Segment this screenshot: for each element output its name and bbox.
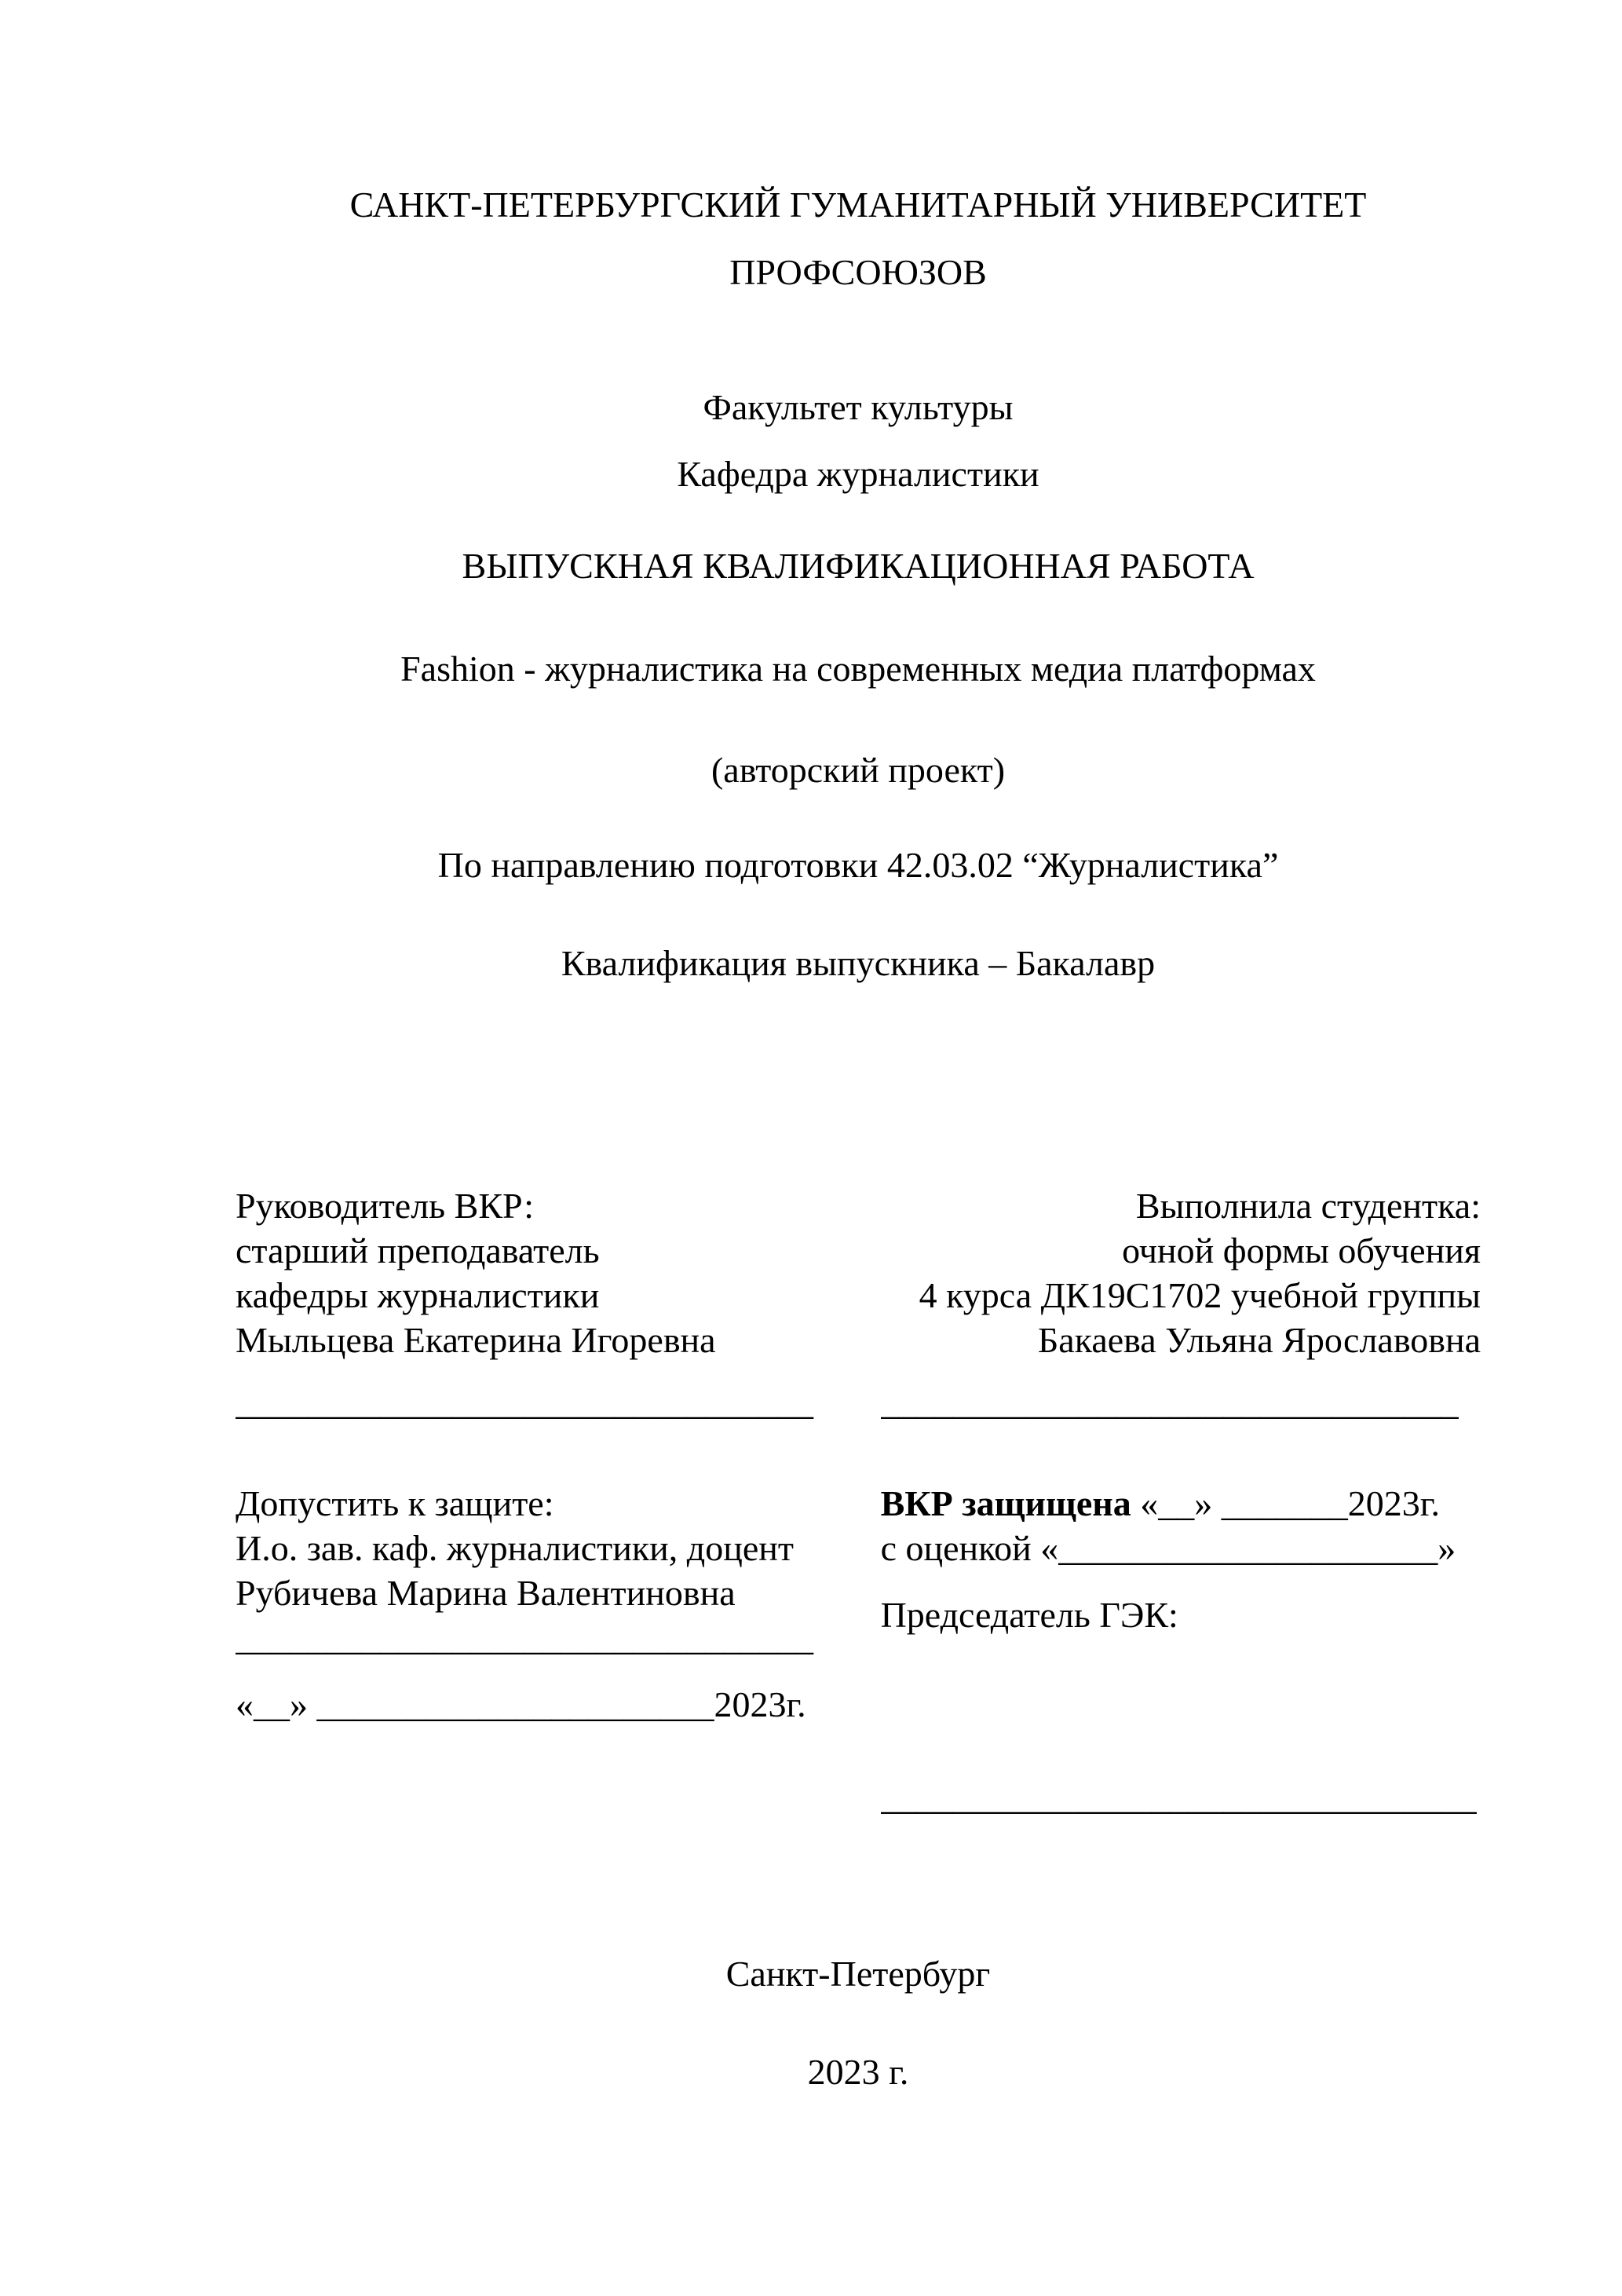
student-study-form: очной формы обучения xyxy=(1122,1230,1481,1270)
gek-chairman-signature-line: _________________________________ xyxy=(880,1777,1477,1817)
approval-row xyxy=(236,1481,1481,1819)
supervisor-block xyxy=(236,1183,835,1362)
supervisor-name: Мыльцева Екатерина Игоревна xyxy=(236,1320,716,1360)
supervisor-signature-line: ________________________________ xyxy=(236,1382,813,1422)
student-group-line: 4 курса ДК19С1702 учебной группы xyxy=(919,1275,1481,1315)
people-row xyxy=(236,1183,1481,1362)
admission-block xyxy=(236,1481,835,1819)
student-signature-line: ________________________________ xyxy=(880,1382,1459,1422)
student-block xyxy=(881,1183,1481,1362)
graduate-qualification: Квалификация выпускника – Бакалавр xyxy=(561,943,1156,983)
degree-direction: По направлению подготовки 42.03.02 “Журналистика” xyxy=(437,845,1279,885)
defense-status-line xyxy=(881,1481,1481,1526)
supervisor-position-line1: старший преподаватель xyxy=(236,1230,600,1270)
defense-grade-line: с оценкой «_____________________» xyxy=(880,1528,1456,1568)
work-title: Fashion - журналистика на современных медиа платформах xyxy=(400,649,1316,689)
admission-signature-line: ________________________________ xyxy=(236,1618,813,1658)
faculty-name: Факультет культуры xyxy=(703,387,1014,427)
university-name-line2: ПРОФСОЮЗОВ xyxy=(729,252,987,292)
footer-year: 2023 г. xyxy=(807,2052,909,2092)
signature-row xyxy=(236,1380,1481,1424)
student-name: Бакаева Ульяна Ярославовна xyxy=(1037,1320,1481,1360)
university-name-line1: САНКТ-ПЕТЕРБУРГСКИЙ ГУМАНИТАРНЫЙ УНИВЕРСИТЕТ xyxy=(349,185,1367,225)
footer-city: Санкт-Петербург xyxy=(725,1954,991,1994)
admission-official-name: Рубичева Марина Валентиновна xyxy=(236,1573,736,1613)
defense-status-rest: «__» _______2023г. xyxy=(1131,1483,1440,1523)
supervisor-position-line2: кафедры журналистики xyxy=(236,1275,600,1315)
supervisor-label: Руководитель ВКР: xyxy=(236,1186,535,1226)
gek-chairman-label: Председатель ГЭК: xyxy=(880,1595,1178,1635)
defense-block xyxy=(881,1481,1481,1819)
admission-official: И.о. зав. каф. журналистики, доцент xyxy=(236,1528,794,1568)
student-label: Выполнила студентка: xyxy=(1135,1186,1481,1226)
defense-status-label: ВКР защищена xyxy=(880,1483,1131,1523)
work-type-heading: ВЫПУСКНАЯ КВАЛИФИКАЦИОННАЯ РАБОТА xyxy=(462,546,1255,586)
work-subtitle: (авторский проект) xyxy=(711,750,1006,790)
admission-label: Допустить к защите: xyxy=(236,1483,554,1523)
department-name: Кафедра журналистики xyxy=(677,454,1039,494)
admission-date-line: «__» ______________________2023г. xyxy=(236,1684,806,1724)
